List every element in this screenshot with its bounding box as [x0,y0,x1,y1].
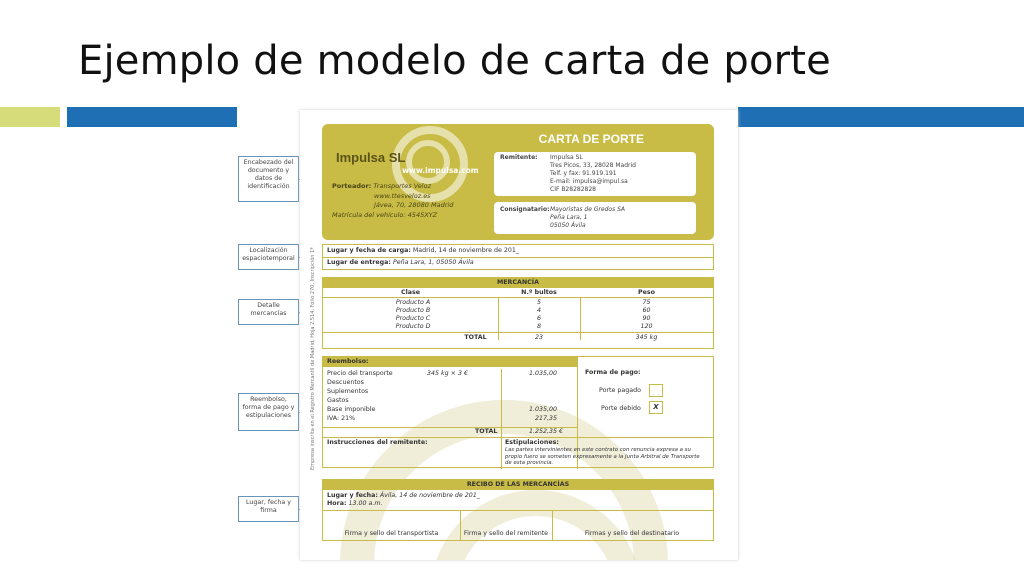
reembolso-item-label: Gastos [327,397,349,404]
accent-bar-blue-left [67,107,237,127]
firma-destinatario: Firmas y sello del destinatario [584,530,680,537]
accent-bar-green [0,107,60,127]
porteador-name: Transportes Veloz [373,182,432,190]
goods-row-clase: Producto D [395,323,431,330]
reembolso-title: Reembolso: [323,357,577,367]
porteador-address: Jávea, 70, 28080 Madrid [374,201,454,209]
recibo-lugar-value: Ávila, 14 de noviembre de 201_ [379,492,480,499]
porteador-block [332,182,453,220]
document-page [300,110,738,560]
porte-debido-checkbox[interactable]: X [649,401,663,414]
accent-bar-blue-right [738,107,1024,127]
carta-de-porte-document [300,110,738,560]
pago-option-pagado: Porte pagado [599,387,641,394]
firma-transportista: Firma y sello del transportista [344,530,439,537]
reembolso-item-label: Base imponible [327,406,376,413]
goods-row-bultos: 4 [536,307,541,314]
consignatario-line: 05050 Ávila [550,222,586,229]
instrucciones-label: Instrucciones del remitente: [327,439,428,446]
carga-value: Madrid, 14 de noviembre de 201_ [412,247,520,254]
document-title: CARTA DE PORTE [538,132,644,146]
consignatario-box [494,202,696,234]
recibo-hora-label: Hora: [327,500,347,507]
estipulaciones-text: Las partes intervinientes en este contrato con renuncia expresa a su propio fuero se someten expresamente a la Junta Arbitral de Transporte de esta provincia. [505,447,700,466]
callout-encabezado: Encabezado del documento y datos de identificación [238,156,299,202]
goods-title: MERCANCÍA [323,278,713,288]
goods-row-bultos: 8 [536,323,541,330]
remitente-box [494,152,696,196]
goods-total-bultos: 23 [534,334,543,341]
vertical-registry-note: Empresa inscrita en el Registro Mercantil de Madrid, Hoja 2.514, Folio 270, Inscripción 1ª [310,247,316,470]
goods-row-peso: 90 [642,315,651,322]
reembolso-total-label: TOTAL [475,428,498,435]
goods-row-clase: Producto A [395,299,431,306]
goods-total-label: TOTAL [464,334,487,341]
goods-total-peso: 345 kg [635,334,658,341]
reembolso-item-amount: 1.035,00 [529,370,558,377]
reembolso-item-amount: 217,35 [535,415,558,422]
goods-row-bultos: 6 [536,315,541,322]
consignatario-label: Consignatario: [500,206,550,213]
porteador-web: www.ttesveloz.es [374,191,431,200]
reembolso-section [322,356,714,468]
remitente-line: CIF B28282828 [550,186,596,193]
goods-row-bultos: 5 [536,299,541,306]
goods-header-bultos: N.º bultos [521,289,557,296]
recibo-title: RECIBO DE LAS MERCANCÍAS [323,480,713,490]
remitente-label: Remitente: [500,154,538,161]
reembolso-item-label: Descuentos [327,379,364,386]
goods-header-clase: Clase [400,289,421,296]
consignatario-line: Mayoristas de Gredos SA [550,206,626,213]
goods-section [322,277,714,349]
callout-reembolso: Reembolso, forma de pago y estipulaciones [238,393,299,431]
carga-label: Lugar y fecha de carga: [327,247,411,254]
reembolso-item-detail: 345 kg × 3 € [427,370,468,377]
goods-header-peso: Peso [638,289,655,296]
goods-row-peso: 60 [642,307,651,314]
company-url: www.impulsa.com [402,166,479,175]
callout-localizacion: Localización espaciotemporal [238,244,299,270]
remitente-line: Telf. y fax: 91.919.191 [550,170,617,177]
firma-remitente: Firma y sello del remitente [463,530,549,537]
porteador-label: Porteador: [332,182,372,190]
slide-title: Ejemplo de modelo de carta de porte [78,38,831,84]
entrega-value: Peña Lara, 1, 05050 Ávila [392,259,474,266]
pago-title: Forma de pago: [585,369,641,376]
remitente-line: Impulsa SL [550,154,583,161]
recibo-hora-value: 13.00 a.m. [348,500,383,507]
location-section [322,244,714,270]
reembolso-total-amount: 1.252,35 € [529,428,564,435]
arc-logo-inner [406,140,450,184]
goods-row-peso: 120 [640,323,653,330]
entrega-label: Lugar de entrega: [327,259,391,266]
reembolso-item-label: IVA: 21% [327,415,356,422]
document-header [322,124,714,240]
reembolso-item-amount: 1.035,00 [529,406,558,413]
reembolso-item-label: Suplementos [327,388,369,395]
recibo-section [322,479,714,541]
matricula: Matrícula del vehículo: 4545XYZ [332,210,438,219]
reembolso-item-label: Precio del transporte [327,370,393,377]
callout-mercancias: Detalle mercancías [238,299,299,325]
remitente-line: Tres Picos, 33, 28028 Madrid [550,162,636,169]
estipulaciones-label: Estipulaciones: [505,439,559,446]
callout-firma: Lugar, fecha y firma [238,496,299,522]
remitente-line: E-mail: impulsa@impul.sa [550,178,628,185]
consignatario-line: Peña Lara, 1 [550,214,588,221]
goods-row-clase: Producto C [395,315,431,322]
porte-pagado-checkbox[interactable] [649,384,663,397]
recibo-lugar-label: Lugar y fecha: [327,492,378,499]
goods-row-peso: 75 [642,299,651,306]
pago-option-debido: Porte debido [601,405,641,412]
company-logo: Impulsa SL [336,150,406,165]
goods-row-clase: Producto B [395,307,431,314]
